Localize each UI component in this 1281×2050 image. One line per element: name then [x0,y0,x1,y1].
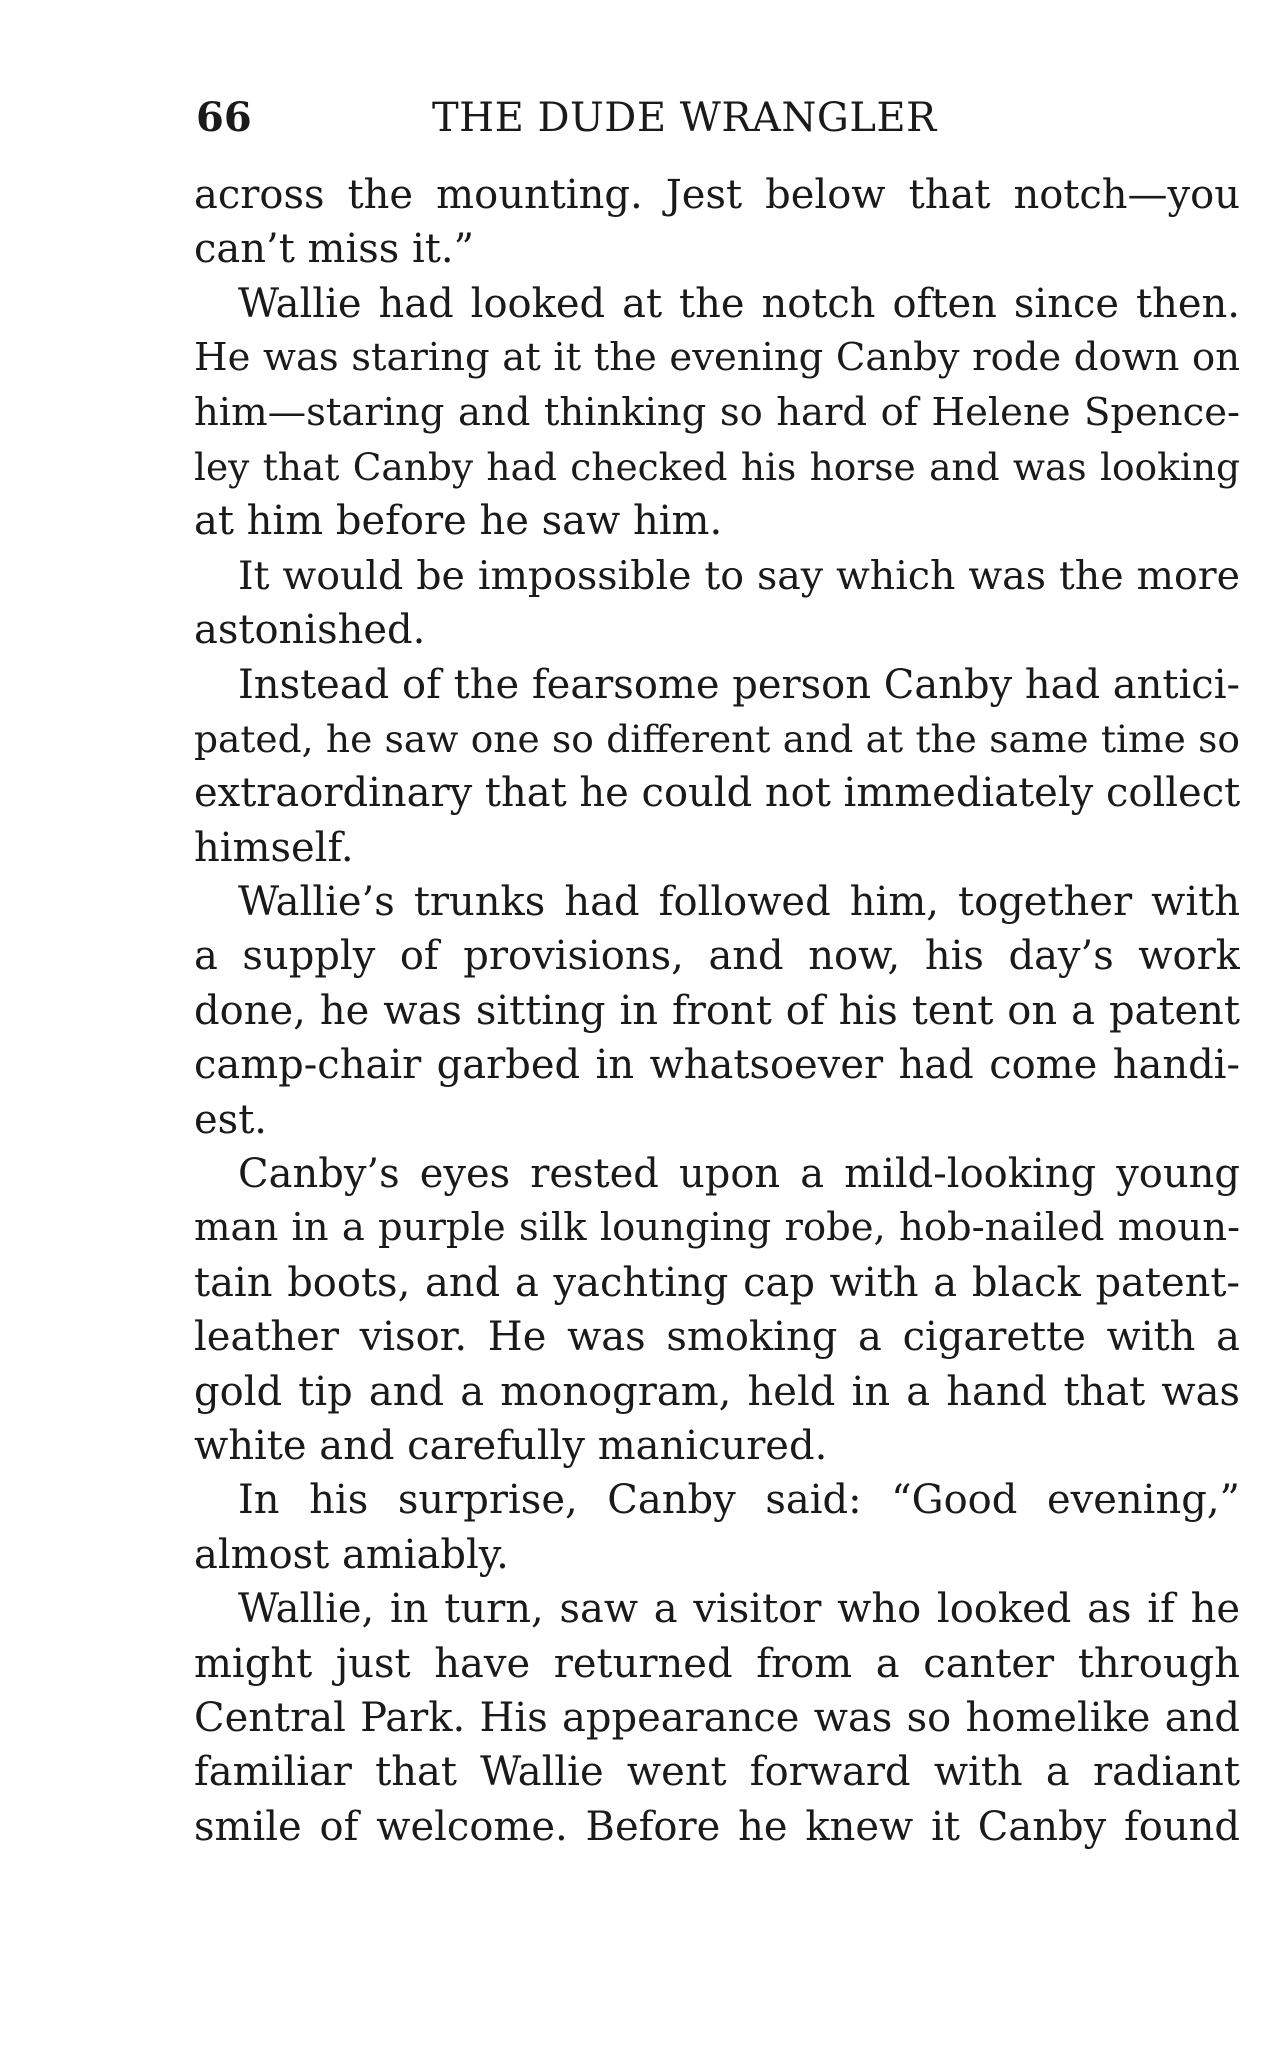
body-text [194,168,1240,1854]
text-line: at him before he saw him. [194,498,723,545]
text-line: a supply of provisions, and now, his day’s work [194,933,1240,980]
running-head [196,88,1244,148]
text-line: pated, he saw one so different and at the same time so [194,716,1240,761]
text-line: familiar that Wallie went forward with a radiant [194,1749,1240,1796]
text-line: him—staring and thinking so hard of Helene Spence- [194,389,1240,435]
text-line: astonished. [194,607,426,654]
text-line: He was staring at it the evening Canby rode down on [194,335,1240,381]
text-line: Instead of the fearsome person Canby had antici- [238,661,1240,708]
text-line: ley that Canby had checked his horse and was looking [194,444,1240,489]
text-line: Central Park. His appearance was so homelike and [194,1694,1240,1741]
text-line: Wallie had looked at the notch often since then. [238,280,1240,327]
text-line: almost amiably. [194,1531,509,1578]
page-number: 66 [196,94,252,141]
text-line: extraordinary that he could not immediately collect [194,770,1240,817]
text-line: himself. [194,824,354,871]
text-line: man in a purple silk lounging robe, hob-nailed moun- [194,1205,1240,1251]
text-line: smile of welcome. Before he knew it Canby found [194,1803,1240,1850]
running-title: THE DUDE WRANGLER [432,95,937,141]
text-line: white and carefully manicured. [194,1422,828,1469]
text-line: across the mounting. Jest below that notch—you [194,172,1240,218]
text-line: Wallie’s trunks had followed him, together with [238,879,1240,926]
text-line: leather visor. He was smoking a cigarette with a [194,1314,1240,1361]
text-line: might just have returned from a canter through [194,1640,1240,1687]
text-line: done, he was sitting in front of his tent on a patent [194,987,1240,1034]
text-line: Wallie, in turn, saw a visitor who looked as if he [238,1586,1240,1633]
text-line: est. [194,1096,267,1143]
text-line: It would be impossible to say which was the more [238,552,1240,599]
text-line: Canby’s eyes rested upon a mild-looking young [238,1151,1240,1198]
text-line: tain boots, and a yachting cap with a black patent- [194,1259,1240,1306]
text-line: can’t miss it.” [194,226,475,273]
text-line: In his surprise, Canby said: “Good evening,” [238,1477,1240,1524]
text-line: camp-chair garbed in whatsoever had come handi- [194,1042,1240,1089]
text-line: gold tip and a monogram, held in a hand that was [194,1368,1240,1415]
